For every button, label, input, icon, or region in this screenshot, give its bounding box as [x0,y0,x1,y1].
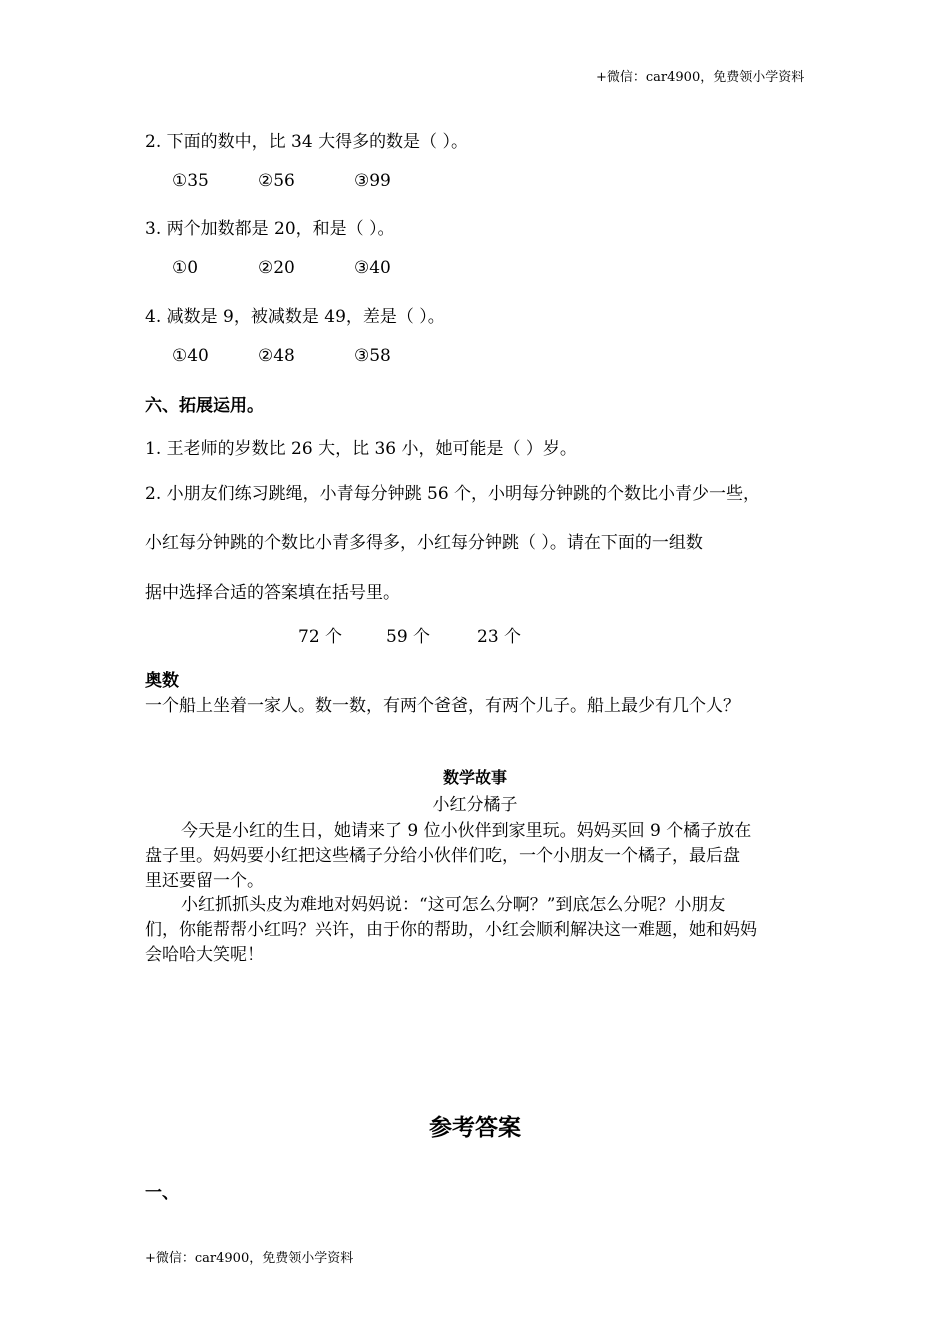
story-subtitle: 小红分橘子 [432,795,518,815]
question-2: 2. 下面的数中，比 34 大得多的数是（ ）。 [145,132,468,152]
s6-question-2-line-1: 2. 小朋友们练习跳绳，小青每分钟跳 56 个，小明每分钟跳的个数比小青少一些， [145,484,761,504]
story-line-1: 今天是小红的生日，她请来了 9 位小伙伴到家里玩。妈妈买回 9 个橘子放在 [181,821,752,841]
q2-option-2: ②56 [258,171,295,191]
answers-section-1: 一、 [145,1183,179,1203]
q3-option-1: ①0 [172,258,199,278]
choice-23: 23 个 [477,627,522,647]
q3-option-2: ②20 [258,258,295,278]
s6-question-2-line-3: 据中选择合适的答案填在括号里。 [145,583,400,603]
q4-option-3: ③58 [354,346,391,366]
q2-option-3: ③99 [354,171,391,191]
section-6-title: 六、拓展运用。 [145,396,264,416]
q4-option-2: ②48 [258,346,295,366]
question-4: 4. 减数是 9，被减数是 49，差是（ ）。 [145,307,445,327]
story-line-4: 小红抓抓头皮为难地对妈妈说：“这可怎么分啊？”到底怎么分呢？小朋友 [181,895,726,915]
olympiad-text: 一个船上坐着一家人。数一数，有两个爸爸，有两个儿子。船上最少有几个人？ [145,696,740,716]
story-line-2: 盘子里。妈妈要小红把这些橘子分给小伙伴们吃，一个小朋友一个橘子，最后盘 [145,846,740,866]
s6-question-1: 1. 王老师的岁数比 26 大，比 36 小，她可能是（ ）岁。 [145,439,577,459]
q3-option-3: ③40 [354,258,391,278]
question-3: 3. 两个加数都是 20，和是（ ）。 [145,219,395,239]
story-line-6: 会哈哈大笑呢！ [145,945,264,965]
story-line-5: 们，你能帮帮小红吗？兴许，由于你的帮助，小红会顺利解决这一难题，她和妈妈 [145,920,757,940]
footer-note: +微信：car4900，免费领小学资料 [145,1251,354,1266]
q2-option-1: ①35 [172,171,209,191]
story-line-3: 里还要留一个。 [145,871,264,891]
header-note: +微信：car4900，免费领小学资料 [596,70,805,85]
choice-72: 72 个 [298,627,343,647]
s6-question-2-line-2: 小红每分钟跳的个数比小青多得多，小红每分钟跳（ ）。请在下面的一组数 [145,533,703,553]
choice-59: 59 个 [386,627,431,647]
q4-option-1: ①40 [172,346,209,366]
answers-title: 参考答案 [429,1115,521,1141]
olympiad-title: 奥数 [145,671,179,691]
story-title: 数学故事 [442,768,507,787]
